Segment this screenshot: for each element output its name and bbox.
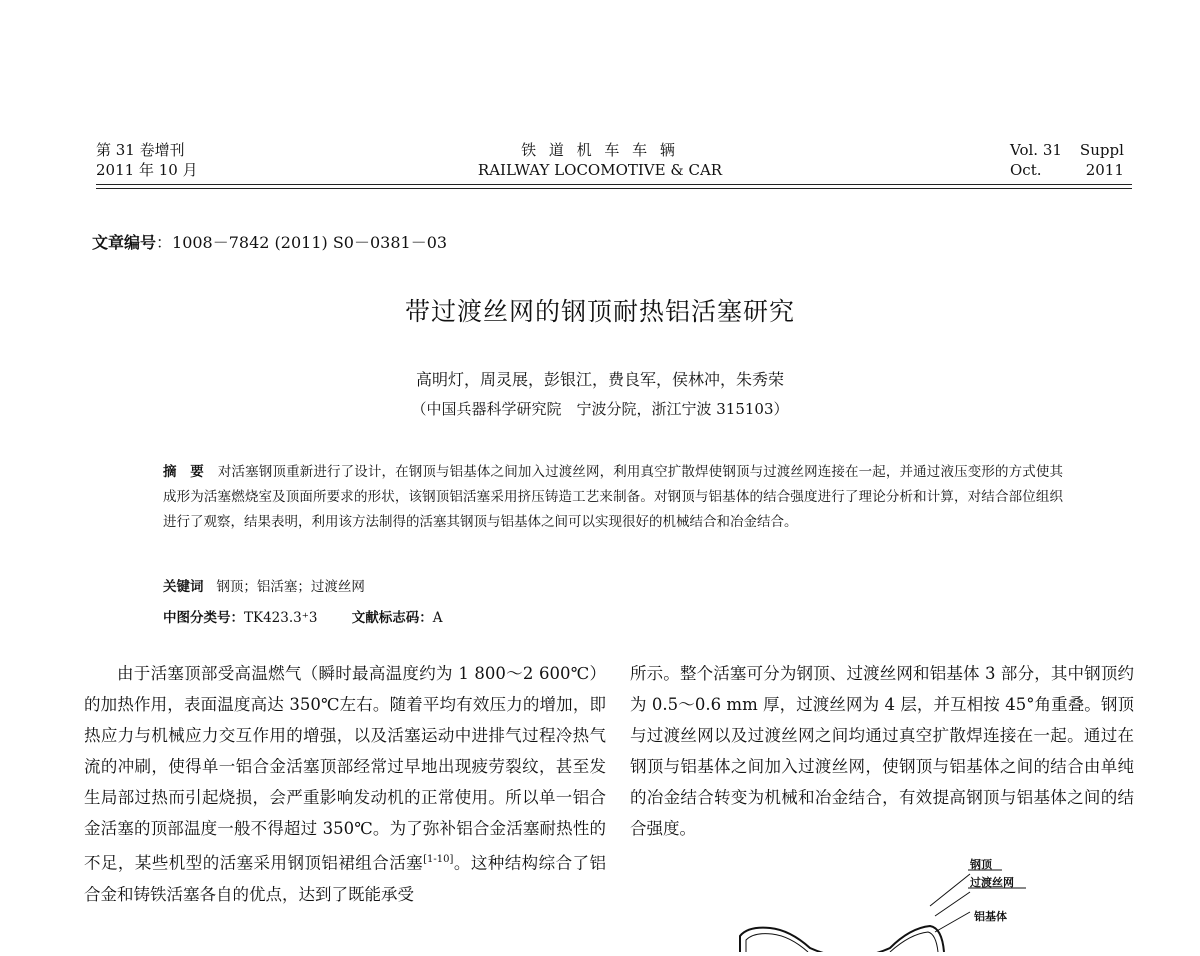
doc-code-label: 文献标志码： bbox=[351, 610, 433, 626]
leader-al-base bbox=[935, 912, 970, 932]
keywords-value: 钢顶；铝活塞；过渡丝网 bbox=[216, 579, 365, 595]
class-value: TK423.3⁺3 bbox=[244, 610, 318, 626]
classification bbox=[163, 606, 443, 626]
header-rule-top bbox=[96, 184, 1132, 185]
month-en: Oct. bbox=[1010, 161, 1042, 179]
article-number-label: 文章编号 bbox=[92, 233, 157, 252]
body-left-text: 由于活塞顶部受高温燃气（瞬时最高温度约为 1 800～2 600℃）的加热作用，表面温度高达 350℃左右。随着平均有效压力的增加，即热应力与机械应力交互作用的增强，以及活塞运动中进排气过程冷热气流的冲刷，使得单一铝合金活塞顶部经常过早地出现疲劳裂纹，甚至发生局部过热而引起烧损，会严重影响发动机的正常使用。所以单一铝合金活塞的顶部温度一般不得超过 350℃。为了弥补铝合金活塞耐热性的不足，某些机型的活塞采用钢顶铝裙组合活塞 bbox=[84, 664, 606, 873]
body-left-column bbox=[84, 658, 606, 910]
body-left-tail: 。这种结构综合了铝合金和铸铁活塞各自的优点，达到了既能承受 bbox=[84, 853, 607, 904]
abstract bbox=[163, 460, 1063, 535]
header-right bbox=[1010, 140, 1124, 180]
keywords bbox=[163, 575, 365, 595]
article-number bbox=[92, 230, 447, 253]
suppl-en: Suppl bbox=[1079, 141, 1124, 159]
class-label: 中图分类号： bbox=[163, 610, 244, 626]
leader-steel-top bbox=[930, 874, 970, 906]
label-steel-top: 钢顶 bbox=[970, 858, 992, 871]
volume-en: Vol. 31 bbox=[1010, 141, 1062, 159]
body-right-text: 所示。整个活塞可分为钢顶、过渡丝网和铝基体 3 部分，其中钢顶约为 0.5～0.6 mm 厚，过渡丝网为 4 层，并互相按 45°角重叠。钢顶与过渡丝网以及过渡丝网之间均通过真空扩散焊连接在一起。通过在钢顶与铝基体之间加入过渡丝网，使钢顶与铝基体之间的结合由单纯的冶金结合转变为机械和冶金结合，有效提高钢顶与铝基体之间的结合强度。 bbox=[630, 664, 1134, 838]
doc-code-value: A bbox=[432, 610, 443, 626]
journal-name-cn: 铁 道 机 车 车 辆 bbox=[521, 141, 679, 159]
paper-title: 带过渡丝网的钢顶耐热铝活塞研究 bbox=[404, 297, 795, 326]
authors: 高明灯，周灵展，彭银江，费良军，侯林冲，朱秀荣 bbox=[415, 370, 784, 389]
abstract-label: 摘 要 bbox=[163, 464, 204, 480]
keywords-label: 关键词 bbox=[163, 579, 204, 595]
journal-name-en: RAILWAY LOCOMOTIVE & CAR bbox=[477, 161, 723, 179]
header-rule-bottom bbox=[96, 188, 1132, 189]
label-al-base: 铝基体 bbox=[974, 910, 1007, 923]
abstract-text: 对活塞钢顶重新进行了设计，在钢顶与铝基体之间加入过渡丝网，利用真空扩散焊使钢顶与过渡丝网连接在一起，并通过液压变形的方式使其成形为活塞燃烧室及顶面所要求的形状，该钢顶铝活塞采用挤压铸造工艺来制备。对钢顶与铝基体的结合强度进行了理论分析和计算，对结合部位组织进行了观察，结果表明，利用该方法制得的活塞其钢顶与铝基体之间可以实现很好的机械结合和冶金结合。 bbox=[163, 464, 1064, 530]
year-en: 2011 bbox=[1085, 161, 1124, 179]
leader-mesh bbox=[935, 892, 970, 916]
piston-diagram bbox=[730, 856, 1050, 952]
label-mesh: 过渡丝网 bbox=[970, 876, 1014, 889]
body-right-column bbox=[630, 658, 1134, 844]
volume-issue: 第 31 卷增刊 bbox=[96, 141, 185, 159]
piston-figure bbox=[730, 856, 1050, 952]
citation-ref: [1-10] bbox=[423, 854, 454, 865]
article-number-value: ：1008－7842 (2011) S0－0381－03 bbox=[156, 233, 448, 252]
issue-date: 2011 年 10 月 bbox=[96, 161, 198, 179]
affiliation: （中国兵器科学研究院 宁波分院，浙江宁波 315103） bbox=[411, 400, 789, 418]
